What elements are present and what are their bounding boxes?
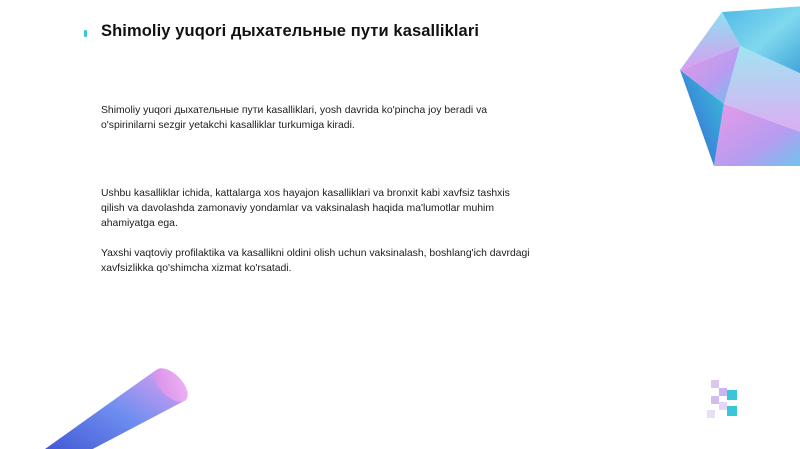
rod-decoration-icon [38,362,190,449]
paragraph-prevention: Yaxshi vaqtoviy profilaktika va kasallikni oldini olish uchun vaksinalash, boshlang'ich davrdagi xavfsizlikka qo'shimcha xizmat ko'rsatadi. [101,248,530,274]
checker-decoration-icon [705,380,741,420]
title-accent-marker [84,30,87,37]
slide-title: Shimoliy yuqori дыхательные пути kasalliklari [101,22,480,40]
gem-decoration-icon [680,6,800,166]
paragraph-diagnosis: Ushbu kasalliklar ichida, kattalarga xos hayajon kasalliklari va bronxit kabi xavfsiz tashxis qilish va davolashda zamonaviy yondamlar va vaksinalash haqida ma'lumotlar muhim ahamiyatga ega. [101,188,510,229]
paragraph-intro: Shimoliy yuqori дыхательные пути kasalliklari, yosh davrida ko'pincha joy beradi va o'spirinilarni sezgir yetakchi kasalliklar turkumiga kiradi. [101,105,488,131]
